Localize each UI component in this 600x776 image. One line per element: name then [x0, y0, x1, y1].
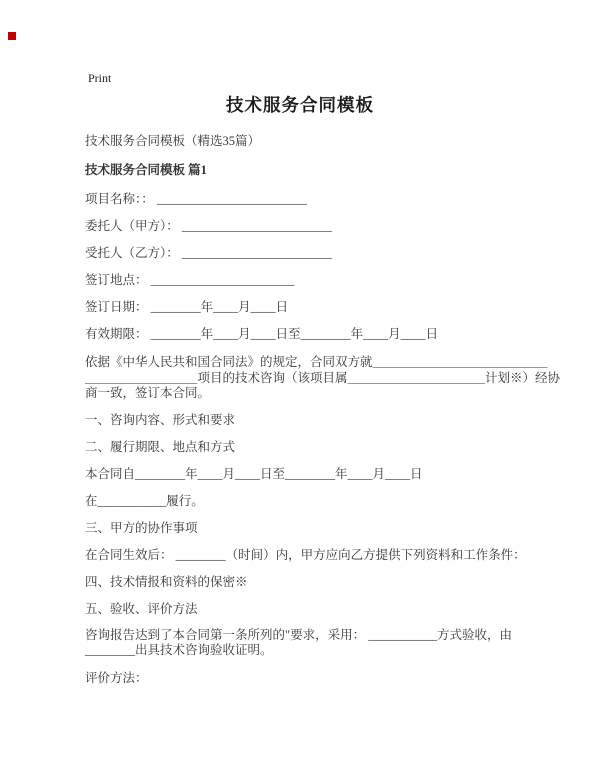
form-line-trustee-party-b: 受托人（乙方）： ________________________ — [85, 246, 332, 260]
red-marker — [8, 32, 16, 40]
paragraph-legal-basis — [85, 355, 600, 402]
section-3-heading: 三、甲方的协作事项 — [85, 520, 198, 535]
page-title: 技术服务合同模板 — [226, 95, 374, 115]
evaluation-method-line: 评价方法： — [85, 670, 148, 685]
contract-term-line: 本合同自________年____月____日至________年____月____日 — [85, 466, 423, 481]
print-button[interactable]: Print — [88, 71, 112, 85]
performance-place-line: 在___________履行。 — [85, 493, 204, 508]
form-line-signing-place: 签订地点： _______________________ — [85, 273, 295, 287]
document-subtitle: 技术服务合同模板（精选35篇） — [85, 134, 261, 148]
section-2-heading: 二、履行期限、地点和方式 — [85, 439, 236, 454]
section-4-heading: 四、技术情报和资料的保密※ — [85, 574, 248, 589]
paragraph-legal-basis-line1: 依据《中华人民共和国合同法》的规定，合同双方就＿＿＿＿＿＿＿＿＿＿＿＿＿＿ — [85, 355, 548, 369]
paragraph-legal-basis-line3: 商一致，签订本合同。 — [85, 386, 211, 400]
section-1-heading: 一、咨询内容、形式和要求 — [85, 412, 236, 427]
form-line-validity-period: 有效期限： ________年____月____日至________年____月____日 — [85, 327, 439, 341]
paragraph-acceptance-line2: ________出具技术咨询验收证明。 — [85, 643, 273, 657]
part-1-heading: 技术服务合同模板 篇1 — [85, 163, 207, 177]
form-line-signing-date: 签订日期： ________年____月____日 — [85, 300, 289, 314]
paragraph-legal-basis-line2: ＿＿＿＿＿＿＿＿＿项目的技术咨询（该项目属＿＿＿＿＿＿＿＿＿＿＿计划※）经协 — [85, 370, 561, 385]
section-5-heading: 五、验收、评价方法 — [85, 601, 198, 616]
form-line-project-name: 项目名称：： ________________________ — [85, 192, 307, 206]
paragraph-acceptance-line1: 咨询报告达到了本合同第一条所列的"要求，采用： ___________方式验收，由 — [85, 627, 512, 642]
effective-condition-line: 在合同生效后： ________（时间）内，甲方应向乙方提供下列资料和工作条件： — [85, 547, 526, 562]
paragraph-acceptance — [85, 628, 600, 659]
form-line-client-party-a: 委托人（甲方）： ________________________ — [85, 219, 332, 233]
